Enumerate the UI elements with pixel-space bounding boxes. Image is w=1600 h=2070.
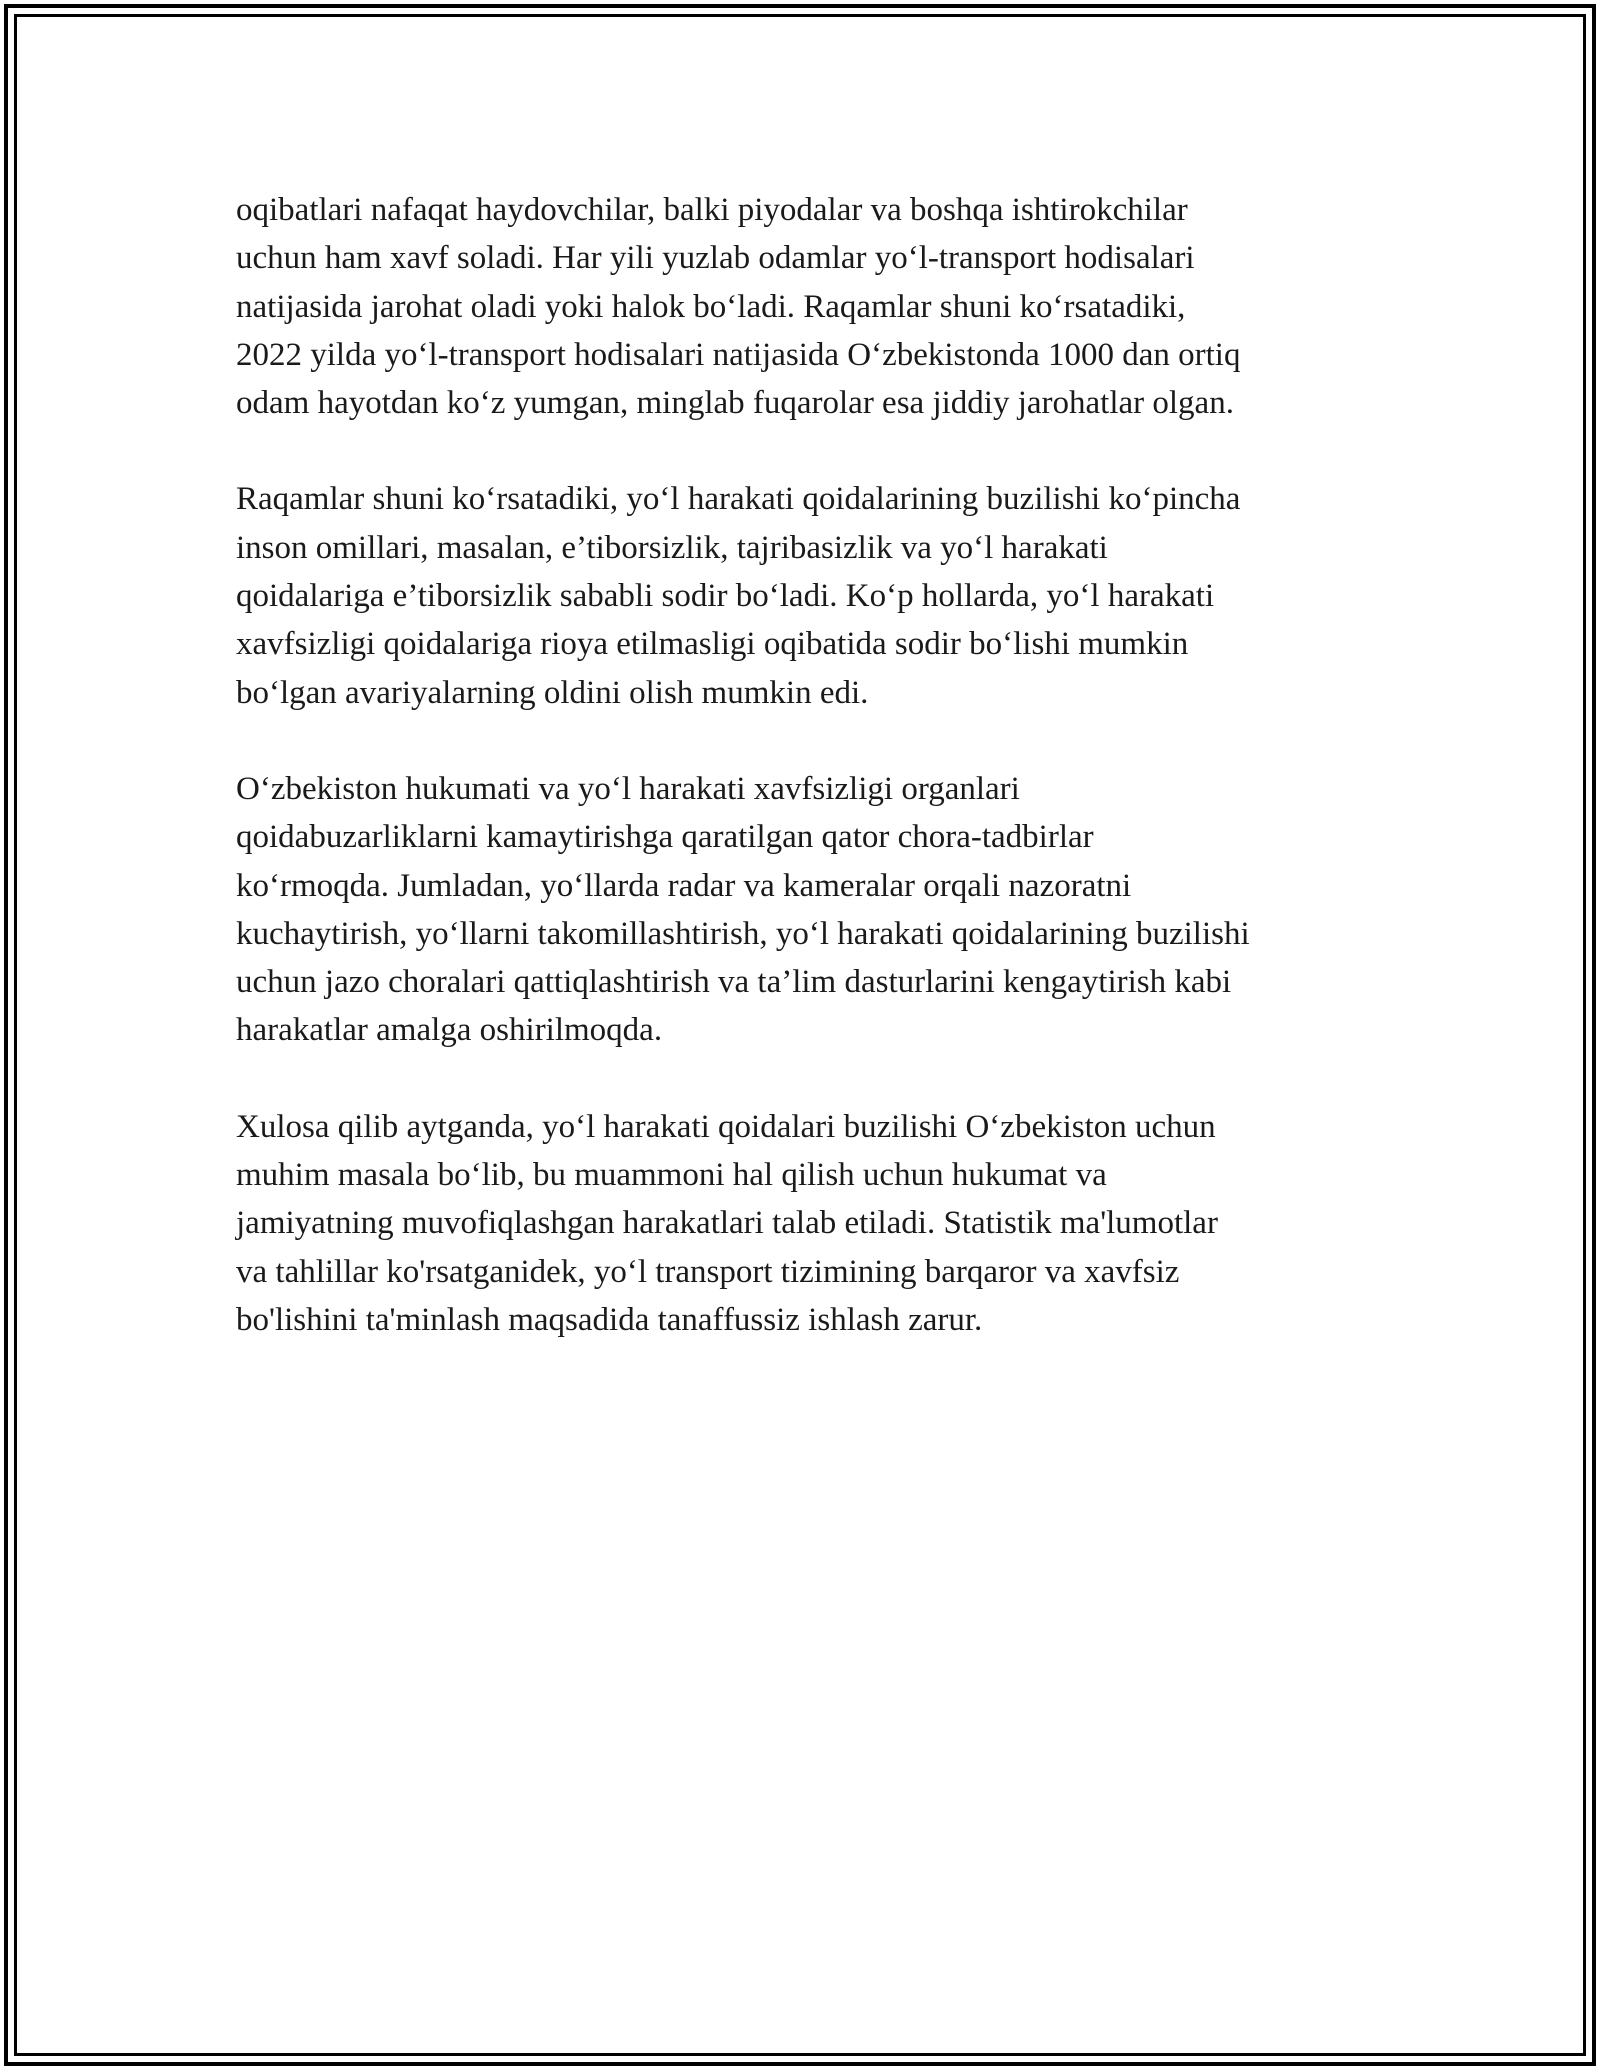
- paragraph-2: Raqamlar shuni ko‘rsatadiki, yo‘l harakati qoidalarining buzilishi ko‘pincha inson omillari, masalan, e’tiborsizlik, tajribasizlik va yo‘l harakati qoidalariga e’tiborsizlik sababli sodir bo‘ladi. Ko‘p hollarda, yo‘l harakati xavfsizligi qoidalariga rioya etilmasligi oqibatida sodir bo‘lishi mumkin bo‘lgan avariyalarning oldini olish mumkin edi.: [236, 481, 1241, 711]
- document-body: [236, 186, 1376, 1392]
- paragraph-4: Xulosa qilib aytganda, yo‘l harakati qoidalari buzilishi O‘zbekiston uchun muhim masala bo‘lib, bu muammoni hal qilish uchun hukumat va jamiyatning muvofiqlashgan harakatlari talab etiladi. Statistik ma'lumotlar va tahlillar ko'rsatganidek, yo‘l transport tizimining barqaror va xavfsiz bo'lishini ta'minlash maqsadida tanaffussiz ishlash zarur.: [236, 1108, 1218, 1338]
- paragraph-1: oqibatlari nafaqat haydovchilar, balki piyodalar va boshqa ishtirokchilar uchun ham xavf soladi. Har yili yuzlab odamlar yo‘l-transport hodisalari natijasida jarohat oladi yoki halok bo‘ladi. Raqamlar shuni ko‘rsatadiki, 2022 yilda yo‘l-transport hodisalari natijasida O‘zbekistonda 1000 dan ortiq odam hayotdan ko‘z yumgan, minglab fuqarolar esa jiddiy jarohatlar olgan.: [236, 192, 1241, 422]
- paragraph-3: O‘zbekiston hukumati va yo‘l harakati xavfsizligi organlari qoidabuzarliklarni kamaytirishga qaratilgan qator chora-tadbirlar ko‘rmoqda. Jumladan, yo‘llarda radar va kameralar orqali nazoratni kuchaytirish, yo‘llarni takomillashtirish, yo‘l harakati qoidalarining buzilishi uchun jazo choralari qattiqlashtirish va ta’lim dasturlarini kengaytirish kabi harakatlar amalga oshirilmoqda.: [236, 770, 1250, 1049]
